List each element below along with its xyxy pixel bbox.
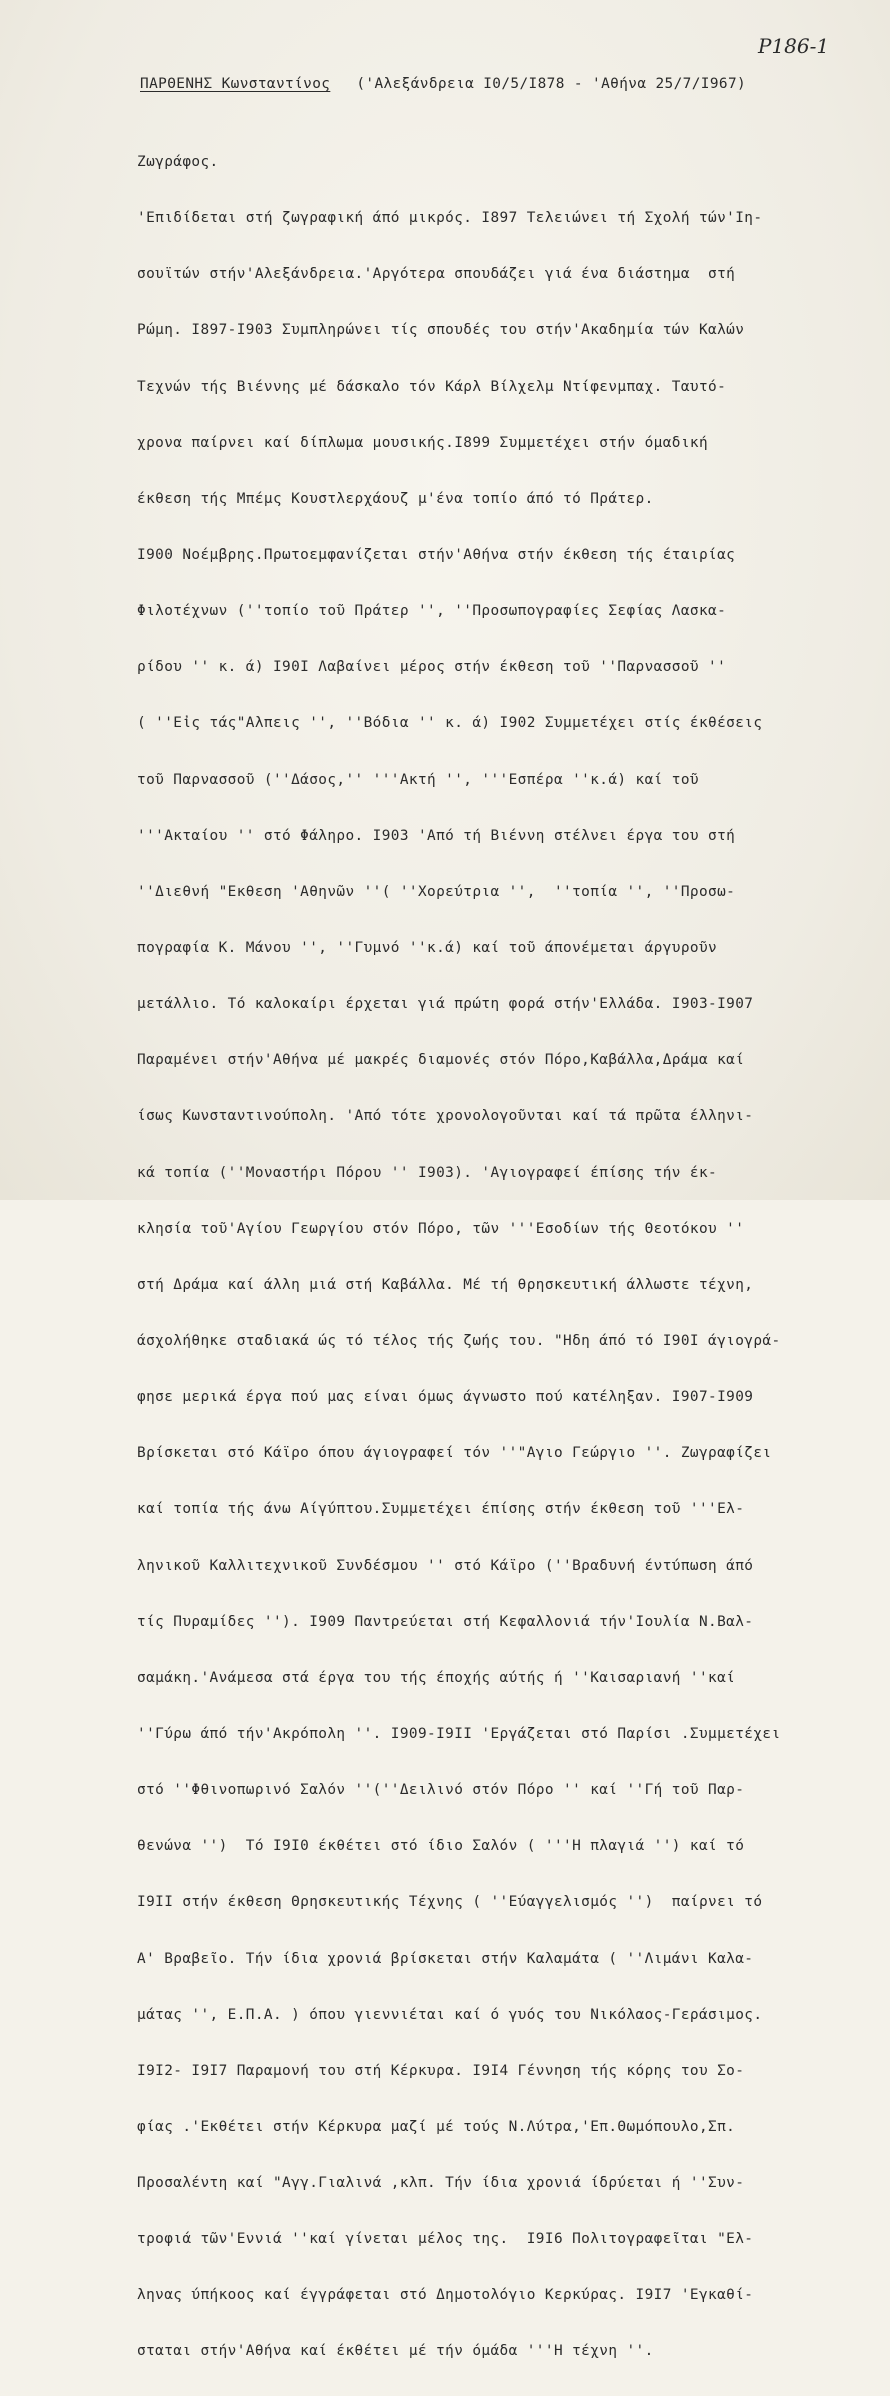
text-line: ρίδου '' κ. ά) Ι90Ι Λαβαίνει μέρος στήν έκθεση τοῦ ''Παρνασσοῦ ''	[137, 659, 727, 676]
text-line: ληνας ύπήκοος καί έγγράφεται στό Δημοτολόγιο Κερκύρας. Ι9Ι7 'Εγκαθί-	[137, 2287, 754, 2304]
text-line: χρονα παίρνει καί δίπλωμα μουσικής.Ι899 Συμμετέχει στήν όμαδική	[137, 434, 709, 451]
text-line: φησε μερικά έργα πού μας είναι όμως άγνωστο πού κατέληξαν. Ι907-Ι909	[137, 1389, 754, 1406]
text-line: κλησία τοῦ'Αγίου Γεωργίου στόν Πόρο, τῶν '''Εσοδίων τής Θεοτόκου ''	[137, 1220, 745, 1237]
text-line: Ζωγράφος.	[137, 154, 219, 170]
text-line: σταται στήν'Αθήνα καί έκθέτει μέ τήν όμάδα '''Η τέχνη ''.	[137, 2343, 654, 2360]
text-line: Α' Βραβεῖο. Τήν ίδια χρονιά βρίσκεται στήν Καλαμάτα ( ''Λιμάνι Καλα-	[137, 1950, 754, 1967]
text-line: κά τοπία (''Μοναστήρι Πόρου '' Ι903). 'Αγιογραφεί έπίσης τήν έκ-	[137, 1164, 718, 1181]
text-line: Προσαλέντη καί "Αγγ.Γιαλινά ,κλπ. Τήν ίδια χρονιά ίδρύεται ή ''Συν-	[137, 2175, 745, 2192]
artist-name: ΠΑΡΘΕΝΗΣ Κωνσταντίνος	[140, 76, 331, 92]
text-line: '''Ακταίου '' στό Φάληρο. Ι903 'Από τή Βιέννη στέλνει έργα του στή	[137, 827, 736, 844]
text-line: σαμάκη.'Ανάμεσα στά έργα του τής έποχής αύτής ή ''Καισαριανή ''καί	[137, 1669, 736, 1686]
text-line: Φιλοτέχνων (''τοπίο τοῦ Πράτερ '', ''Προσωπογραφίες Σεφίας Λασκα-	[137, 603, 727, 620]
text-line: ''Γύρω άπό τήν'Ακρόπολη ''. Ι909-Ι9ΙΙ 'Εργάζεται στό Παρίσι .Συμμετέχει	[137, 1725, 781, 1742]
text-line: μετάλλιο. Τό καλοκαίρι έρχεται γιά πρώτη φορά στήν'Ελλάδα. Ι903-Ι907	[137, 996, 754, 1013]
text-line: φίας .'Εκθέτει στήν Κέρκυρα μαζί μέ τούς Ν.Λύτρα,'Επ.Θωμόπουλο,Σπ.	[137, 2118, 736, 2135]
archive-reference: Ρ186-1	[758, 34, 830, 58]
text-line: στό ''Φθινοπωρινό Σαλόν ''(''Δειλινό στόν Πόρο '' καί ''Γή τοῦ Παρ-	[137, 1782, 745, 1799]
text-line: ( ''Εἰς τάς"Αλπεις '', ''Βόδια '' κ. ά) Ι902 Συμμετέχει στίς έκθέσεις	[137, 715, 763, 732]
text-line: Ι9Ι2- Ι9Ι7 Παραμονή του στή Κέρκυρα. Ι9Ι4 Γέννηση τής κόρης του Σο-	[137, 2062, 745, 2079]
text-line: τροφιά τῶν'Εννιά ''καί γίνεται μέλος της. Ι9Ι6 Πολιτογραφεῖται "Ελ-	[137, 2231, 754, 2248]
text-line: πογραφία Κ. Μάνου '', ''Γυμνό ''κ.ά) καί τοῦ άπονέμεται άργυροῦν	[137, 939, 718, 956]
text-line: στή Δράμα καί άλλη μιά στή Καβάλλα. Μέ τή θρησκευτική άλλωστε τέχνη,	[137, 1276, 754, 1293]
text-line: ληνικοῦ Καλλιτεχνικοῦ Συνδέσμου '' στό Κάϊρο (''Βραδυνή έντύπωση άπό	[137, 1557, 754, 1574]
text-line: 'Επιδίδεται στή ζωγραφική άπό μικρός. Ι897 Τελειώνει τή Σχολή τών'Ιη-	[137, 210, 763, 227]
text-line: τοῦ Παρνασσοῦ (''Δάσος,'' '''Ακτή '', '''Εσπέρα ''κ.ά) καί τοῦ	[137, 771, 699, 788]
text-line: καί τοπία τής άνω Αίγύπτου.Συμμετέχει έπίσης στήν έκθεση τοῦ '''Ελ-	[137, 1501, 745, 1518]
text-line: τίς Πυραμίδες ''). Ι909 Παντρεύεται στή Κεφαλλονιά τήν'Ιουλία Ν.Βαλ-	[137, 1613, 754, 1630]
life-dates: ('Αλεξάνδρεια Ι0/5/Ι878 - 'Αθήνα 25/7/Ι967)	[356, 76, 747, 92]
text-line: Ι9ΙΙ στήν έκθεση Θρησκευτικής Τέχνης ( ''Εύαγγελισμός '') παίρνει τό	[137, 1894, 763, 1911]
text-line: Ρώμη. Ι897-Ι903 Συμπληρώνει τίς σπουδές του στήν'Ακαδημία τών Καλών	[137, 322, 745, 339]
text-line: άσχολήθηκε σταδιακά ώς τό τέλος τής ζωής του. "Ηδη άπό τό Ι90Ι άγιογρά-	[137, 1332, 781, 1349]
text-line: Παραμένει στήν'Αθήνα μέ μακρές διαμονές στόν Πόρο,Καβάλλα,Δράμα καί	[137, 1052, 745, 1069]
text-line: μάτας '', Ε.Π.Α. ) όπου γιεννιέται καί ό γυός του Νικόλαος-Γεράσιμος.	[137, 2006, 763, 2023]
text-line: θενώνα '') Τό Ι9Ι0 έκθέτει στό ίδιο Σαλόν ( '''Η πλαγιά '') καί τό	[137, 1838, 745, 1855]
document-header	[140, 76, 746, 92]
text-line: ίσως Κωνσταντινούπολη. 'Από τότε χρονολογοῦνται καί τά πρῶτα έλληνι-	[137, 1108, 754, 1125]
text-line: σουϊτών στήν'Αλεξάνδρεια.'Αργότερα σπουδάζει γιά ένα διάστημα στή	[137, 266, 736, 283]
text-line: ''Διεθνή "Εκθεση 'Αθηνῶν ''( ''Χορεύτρια '', ''τοπία '', ''Προσω-	[137, 883, 736, 900]
biography-text	[137, 118, 877, 2396]
text-line: Βρίσκεται στό Κάϊρο όπου άγιογραφεί τόν ''"Αγιο Γεώργιο ''. Ζωγραφίζει	[137, 1445, 772, 1462]
text-line: έκθεση τής Μπέμς Κουστλερχάουζ μ'ένα τοπίο άπό τό Πράτερ.	[137, 490, 654, 507]
text-line: Ι900 Νοέμβρης.Πρωτοεμφανίζεται στήν'Αθήνα στήν έκθεση τής έταιρίας	[137, 546, 736, 563]
text-line: Τεχνών τής Βιέννης μέ δάσκαλο τόν Κάρλ Βίλχελμ Ντίφενμπαχ. Ταυτό-	[137, 378, 727, 395]
